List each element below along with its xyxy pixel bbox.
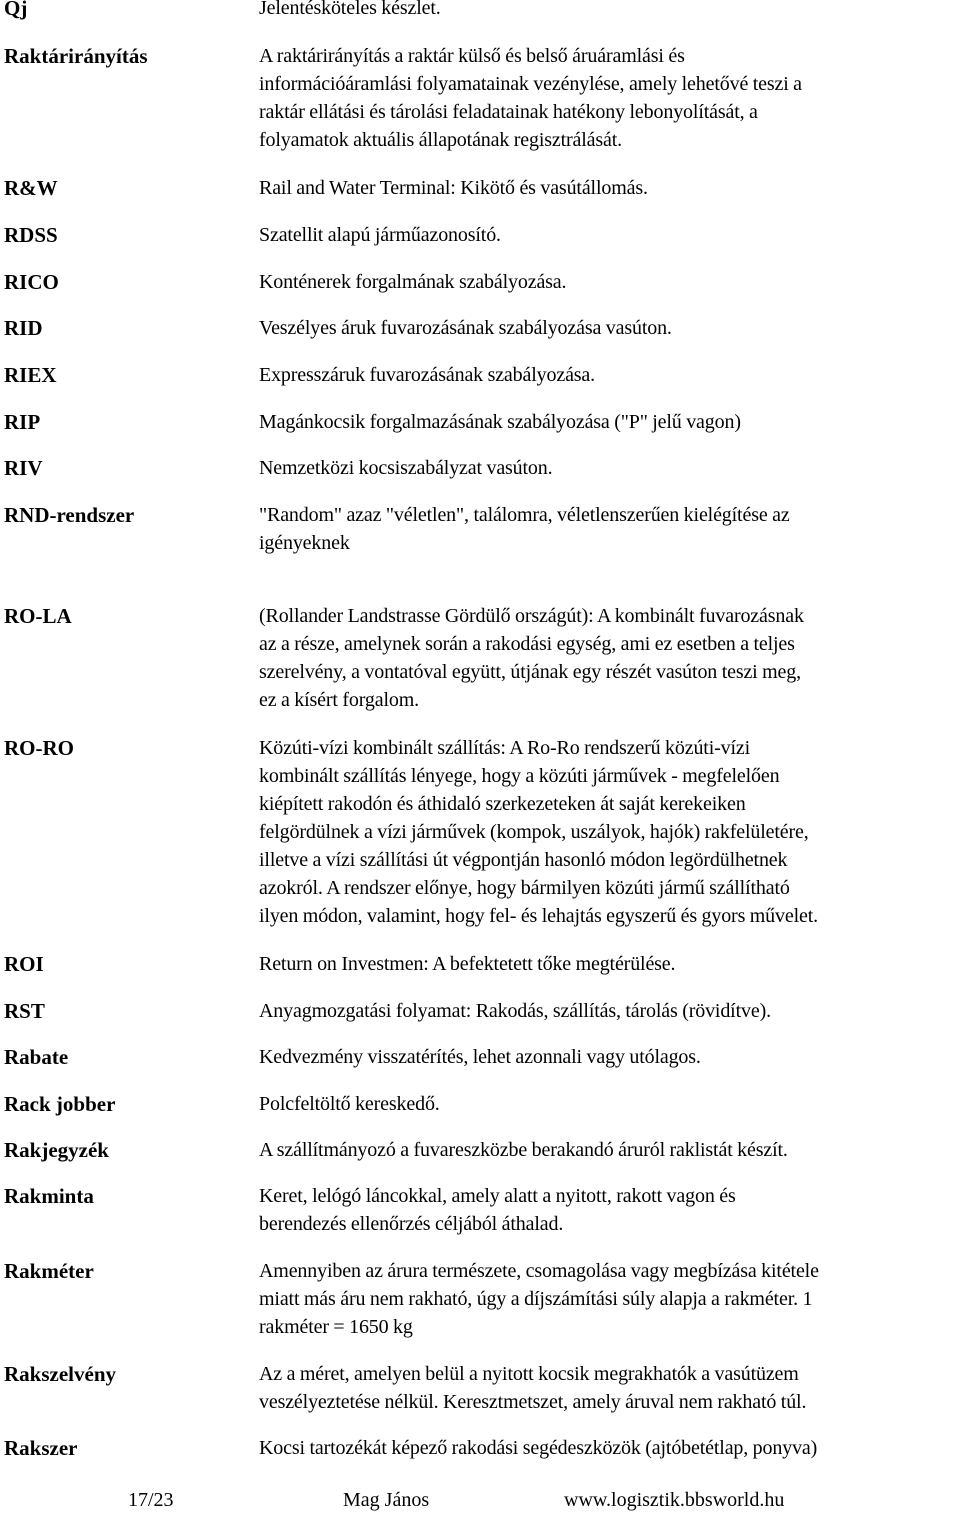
glossary-term: Rakméter bbox=[4, 1259, 94, 1283]
page-footer bbox=[0, 1486, 960, 1514]
glossary-definition bbox=[259, 734, 960, 930]
definition-line: Veszélyes áruk fuvarozásának szabályozása vasúton. bbox=[259, 317, 672, 339]
definition-line: szerelvény, a vontatóval együtt, útjának egy részét vasúton teszi meg, bbox=[259, 661, 801, 683]
glossary-definition bbox=[259, 1136, 960, 1164]
definition-line: berendezés ellenőrzés céljából áthalad. bbox=[259, 1213, 564, 1235]
glossary-definition bbox=[259, 268, 960, 296]
glossary-term: RO-LA bbox=[4, 604, 72, 628]
glossary-definition bbox=[259, 950, 960, 978]
glossary-term: Rakszer bbox=[4, 1436, 78, 1460]
glossary-definition bbox=[259, 1090, 960, 1118]
definition-line: Keret, lelógó láncokkal, amely alatt a nyitott, rakott vagon és bbox=[259, 1185, 736, 1207]
definition-line: információáramlási folyamatainak vezénylése, amely lehetővé teszi a bbox=[259, 73, 802, 95]
glossary-definition bbox=[259, 454, 960, 482]
glossary-term: RICO bbox=[4, 270, 59, 294]
definition-line: Konténerek forgalmának szabályozása. bbox=[259, 271, 567, 293]
definition-line: Return on Investmen: A befektetett tőke megtérülése. bbox=[259, 953, 676, 975]
definition-line: Kocsi tartozékát képező rakodási segédeszközök (ajtóbetétlap, ponyva) bbox=[259, 1437, 818, 1459]
glossary-term: RO-RO bbox=[4, 736, 74, 760]
glossary-term: RND-rendszer bbox=[4, 503, 135, 527]
definition-line: Kedvezmény visszatérítés, lehet azonnali vagy utólagos. bbox=[259, 1046, 701, 1068]
glossary-term: RID bbox=[4, 316, 43, 340]
definition-line: ilyen módon, valamint, hogy fel- és lehajtás egyszerű és gyors művelet. bbox=[259, 905, 818, 927]
glossary-definition bbox=[259, 602, 960, 714]
definition-line: ez a kísért forgalom. bbox=[259, 689, 419, 711]
glossary-term: RDSS bbox=[4, 223, 58, 247]
definition-line: rakméter = 1650 kg bbox=[259, 1316, 413, 1338]
definition-line: kiépített rakodón és áthidaló szerkezeteken át saját kerekeiken bbox=[259, 793, 746, 815]
definition-line: kombinált szállítás lényege, hogy a közúti járművek - megfelelően bbox=[259, 765, 780, 787]
glossary-definition bbox=[259, 174, 960, 202]
glossary-term: R&W bbox=[4, 176, 58, 200]
definition-line: az a része, amelynek során a rakodási egység, ami ez esetben a teljes bbox=[259, 633, 795, 655]
glossary-definition bbox=[259, 1182, 960, 1238]
definition-line: veszélyeztetése nélkül. Keresztmetszet, amely áruval nem rakható túl. bbox=[259, 1391, 807, 1413]
definition-line: Magánkocsik forgalmazásának szabályozása ("P" jelű vagon) bbox=[259, 411, 741, 433]
definition-line: Szatellit alapú járműazonosító. bbox=[259, 224, 501, 246]
glossary-definition bbox=[259, 1360, 960, 1416]
definition-line: Közúti-vízi kombinált szállítás: A Ro-Ro rendszerű közúti-vízi bbox=[259, 737, 751, 759]
site-url: www.logisztik.bbsworld.hu bbox=[564, 1489, 785, 1511]
glossary-definition bbox=[259, 0, 960, 22]
glossary-definition bbox=[259, 1257, 960, 1341]
glossary-definition bbox=[259, 221, 960, 249]
definition-line: folyamatok aktuális állapotának regisztrálását. bbox=[259, 129, 623, 151]
definition-line: Az a méret, amelyen belül a nyitott kocsik megrakhatók a vasútüzem bbox=[259, 1363, 799, 1385]
glossary-definition bbox=[259, 408, 960, 436]
definition-line: felgördülnek a vízi járművek (kompok, uszályok, hajók) rakfelületére, bbox=[259, 821, 809, 843]
definition-line: azokról. A rendszer előnye, hogy bármilyen közúti jármű szállítható bbox=[259, 877, 790, 899]
glossary-definition bbox=[259, 42, 960, 154]
definition-line: Jelentésköteles készlet. bbox=[259, 0, 441, 19]
glossary-definition bbox=[259, 314, 960, 342]
glossary-term: Qj bbox=[4, 0, 28, 20]
definition-line: Rail and Water Terminal: Kikötő és vasútállomás. bbox=[259, 177, 648, 199]
glossary-term: RST bbox=[4, 999, 45, 1023]
glossary-term: Rakszelvény bbox=[4, 1362, 116, 1386]
glossary-definition bbox=[259, 1043, 960, 1071]
definition-line: Anyagmozgatási folyamat: Rakodás, szállítás, tárolás (rövidítve). bbox=[259, 1000, 771, 1022]
glossary-definition bbox=[259, 1434, 960, 1462]
page-number: 17/23 bbox=[128, 1489, 174, 1511]
glossary-definition bbox=[259, 997, 960, 1025]
author-name: Mag János bbox=[343, 1489, 430, 1511]
definition-line: illetve a vízi szállítási út végpontján hasonló módon legördülhetnek bbox=[259, 849, 788, 871]
glossary-definition bbox=[259, 501, 960, 557]
definition-line: A raktárirányítás a raktár külső és belső áruáramlási és bbox=[259, 45, 685, 67]
glossary-term: RIV bbox=[4, 456, 43, 480]
definition-line: Amennyiben az árura természete, csomagolása vagy megbízása kitétele bbox=[259, 1260, 819, 1282]
glossary-term: Raktárirányítás bbox=[4, 44, 148, 68]
glossary-term: RIEX bbox=[4, 363, 57, 387]
glossary-term: Rabate bbox=[4, 1045, 69, 1069]
glossary-term: Rakminta bbox=[4, 1184, 94, 1208]
definition-line: A szállítmányozó a fuvareszközbe berakandó áruról raklistát készít. bbox=[259, 1139, 788, 1161]
definition-line: igényeknek bbox=[259, 532, 350, 554]
glossary-term: RIP bbox=[4, 410, 41, 434]
glossary-term: ROI bbox=[4, 952, 44, 976]
glossary-definition bbox=[259, 361, 960, 389]
definition-line: Polcfeltöltő kereskedő. bbox=[259, 1093, 440, 1115]
definition-line: Nemzetközi kocsiszabályzat vasúton. bbox=[259, 457, 553, 479]
definition-line: raktár ellátási és tárolási feladatainak hatékony lebonyolítását, a bbox=[259, 101, 758, 123]
definition-line: miatt más áru nem rakható, úgy a díjszámítási súly alapja a rakméter. 1 bbox=[259, 1288, 813, 1310]
definition-line: Expresszáruk fuvarozásának szabályozása. bbox=[259, 364, 596, 386]
definition-line: (Rollander Landstrasse Gördülő országút): A kombinált fuvarozásnak bbox=[259, 605, 804, 627]
glossary-term: Rack jobber bbox=[4, 1092, 116, 1116]
glossary-term: Rakjegyzék bbox=[4, 1138, 109, 1162]
definition-line: "Random" azaz "véletlen", találomra, véletlenszerűen kielégítése az bbox=[259, 504, 790, 526]
